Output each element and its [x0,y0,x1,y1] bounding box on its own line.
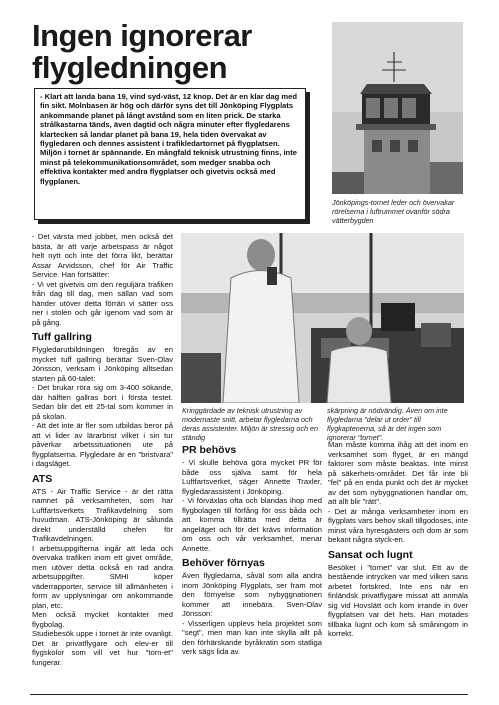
ats-paragraph-4: Studiebesök uppe i tornet är inte ovanligt. Det är privatflygare och elev-er till flygskolor som vill vet hur "torn-et" fungerar. [32,629,173,667]
controllers-photo [181,233,464,403]
article-title: Ingen ignorerar flygledningen [32,18,252,85]
ats-paragraph-1: ATS - Air Traffic Service - är det rätta namnet på verksamheten, som har Luftfartsverkets Trafikavdelning som huvudman. ATS-Jönköping är sålunda direkt underställd chefen för Trafikavdelningen. [32,486,173,543]
fornyas-paragraph-2: - Visserligen upplevs hela projektet som "segt", men man kan inte skylla allt på den förhärskande byråkratin som statliga verk sägs lida av. [182,618,322,656]
controllers-illustration [181,233,464,403]
controllers-caption-left: Kringgärdade av teknisk utrustning av modernaste snitt, arbetar flygledarna och deras assistenter. Miljön är stressig och en ständig [182,406,318,442]
pr-paragraph-1: - Vi skulle behöva göra mycket PR för både oss själva samt för hela Luftfartsverket, säger Annette Traxler, flygledarassistent i Jönköping. [182,458,322,496]
col1-intro2: - Vi vet givetvis om den reguljära trafiken från dag till dag, men sällan vad som händer utöver detta förrän vi sätter oss ner i stolen och går igenom vad som är på gång. [32,279,173,327]
tuff-paragraph-3: - Att det inte är fler som utbildas beror på att vi lider av lärarbrist vilket i sin tur påverkar arbetssituationen ute på flygplatserna. Flygledare är en "bristvara" i dagsläget. [32,421,173,468]
heading-tuff-gallring: Tuff gallring [32,331,92,343]
sansat-paragraph-1: Besöket i "tornet" var slut. Ett av de bestående intrycken var med vilken sans arbetet fortskred. Inte ens när en finländsk privatflygare missat att anmäla sig vid Hovslätt och kom irrande in över flygplatsen var det hets. Han motades tillbaka lugnt och kom så småningom in korrekt. [328,562,468,638]
tuff-paragraph-2: - Det brukar röra sig om 3-400 sökande, där hälften gallras bort i första testet. Sedan blir det ett 25-tal som kommer in på skolan. [32,383,173,421]
heading-sansat-och-lugnt: Sansat och lugnt [328,548,413,561]
column-right [328,440,468,639]
tower-illustration [332,22,463,194]
pr-paragraph-2: - Vi förväxlas ofta och blandas ihop med flygbolagen till förfång för oss båda och att komma tillrätta med detta är angeläget och för det krävs information om oss och vår verksamhet, menar Annette. [182,496,322,553]
heading-pr-behovs: PR behövs [182,444,237,456]
tower-caption: Jönköpings-tornet leder och övervakar rörelserna i luftrummet ovanför södra vätterbygden [332,198,455,225]
col3-paragraph-2: - Det är många verksamheter inom en flygplats vars behov skall tillgodoses, inte minst våra hyresgästers och dom är som bekant några styck-en. [328,506,468,544]
tower-photo [332,22,463,194]
heading-behover-fornyas: Behöver förnyas [182,557,265,569]
column-middle [182,440,322,657]
heading-ats: ATS [32,472,53,485]
column-left [32,232,173,667]
lead-text: - Klart att landa bana 19, vind syd-väst, 12 knop. Det är en klar dag med fin sikt. Molnbasen är hög och därför syns det till Jönköping Flygplats ankommande planet på långt avstånd som en liten prick. De starka strålkastarna tänds, även dagtid och några minuter efter flygledarens klartecken så landar planet på bana 19, hela tiden övervakat av flygledaren och dennes assistent i trafikledartornet på flygplatsen. Miljön i tornet är spännande. En mångfald teknisk utrustning finns, inte minst på telekommunikationsområdet, som medger snabba och effektiva kontakter med andra flygplatser och givetvis också med flygplanen. [40,92,298,186]
col3-paragraph-1: Man måste komma ihåg att det inom en verksamhet som flyget, är en mängd faktorer som måste beaktas. Inte minst på säkerhets-området. Det får inte bli "fel" på en enda punkt och det är mycket av det som nybyggnationen handlar om, att allt blir "rätt". [328,440,468,506]
controllers-caption-right: skärpning är nödvändig. Även om inte flygledarna "delar ut order" till flygkaptenerna, så är det ingen som ignorerar "tornet". [327,406,448,442]
ats-paragraph-3: Men också mycket kontakter med flygbolag. [32,610,173,629]
bottom-rule [30,694,468,695]
col1-intro: - Det värsta med jobbet, men också det bästa, är att varje arbetspass är något helt nytt och inte det förra likt, berättar Assar Arvidsson, chef för Air Traffic Service. Han fortsätter: [32,232,173,279]
tuff-paragraph-1: Flygledarutbildningen föregås av en mycket tuff gallring berättar Sven-Olav Jönsson, verksam i Jönköping alltsedan starten på 60-talet: [32,345,173,383]
fornyas-paragraph-1: Även flygledarna, såväl som alla andra inom Jönköping Flygplats, ser fram mot den förnyelse som nybyggnationen kommer att innebära. Sven-Olav Jönsson: [182,571,322,618]
lead-box [34,88,306,220]
ats-paragraph-2: I arbetsuppgifterna ingår att leda och övervaka trafiken inom ett givet område, men utöver detta också en rad andra arbetsuppgifter. SMHI köper väderrapporter, service till allmänheten i form av upplysningar om ankommande plan, etc. [32,543,173,610]
